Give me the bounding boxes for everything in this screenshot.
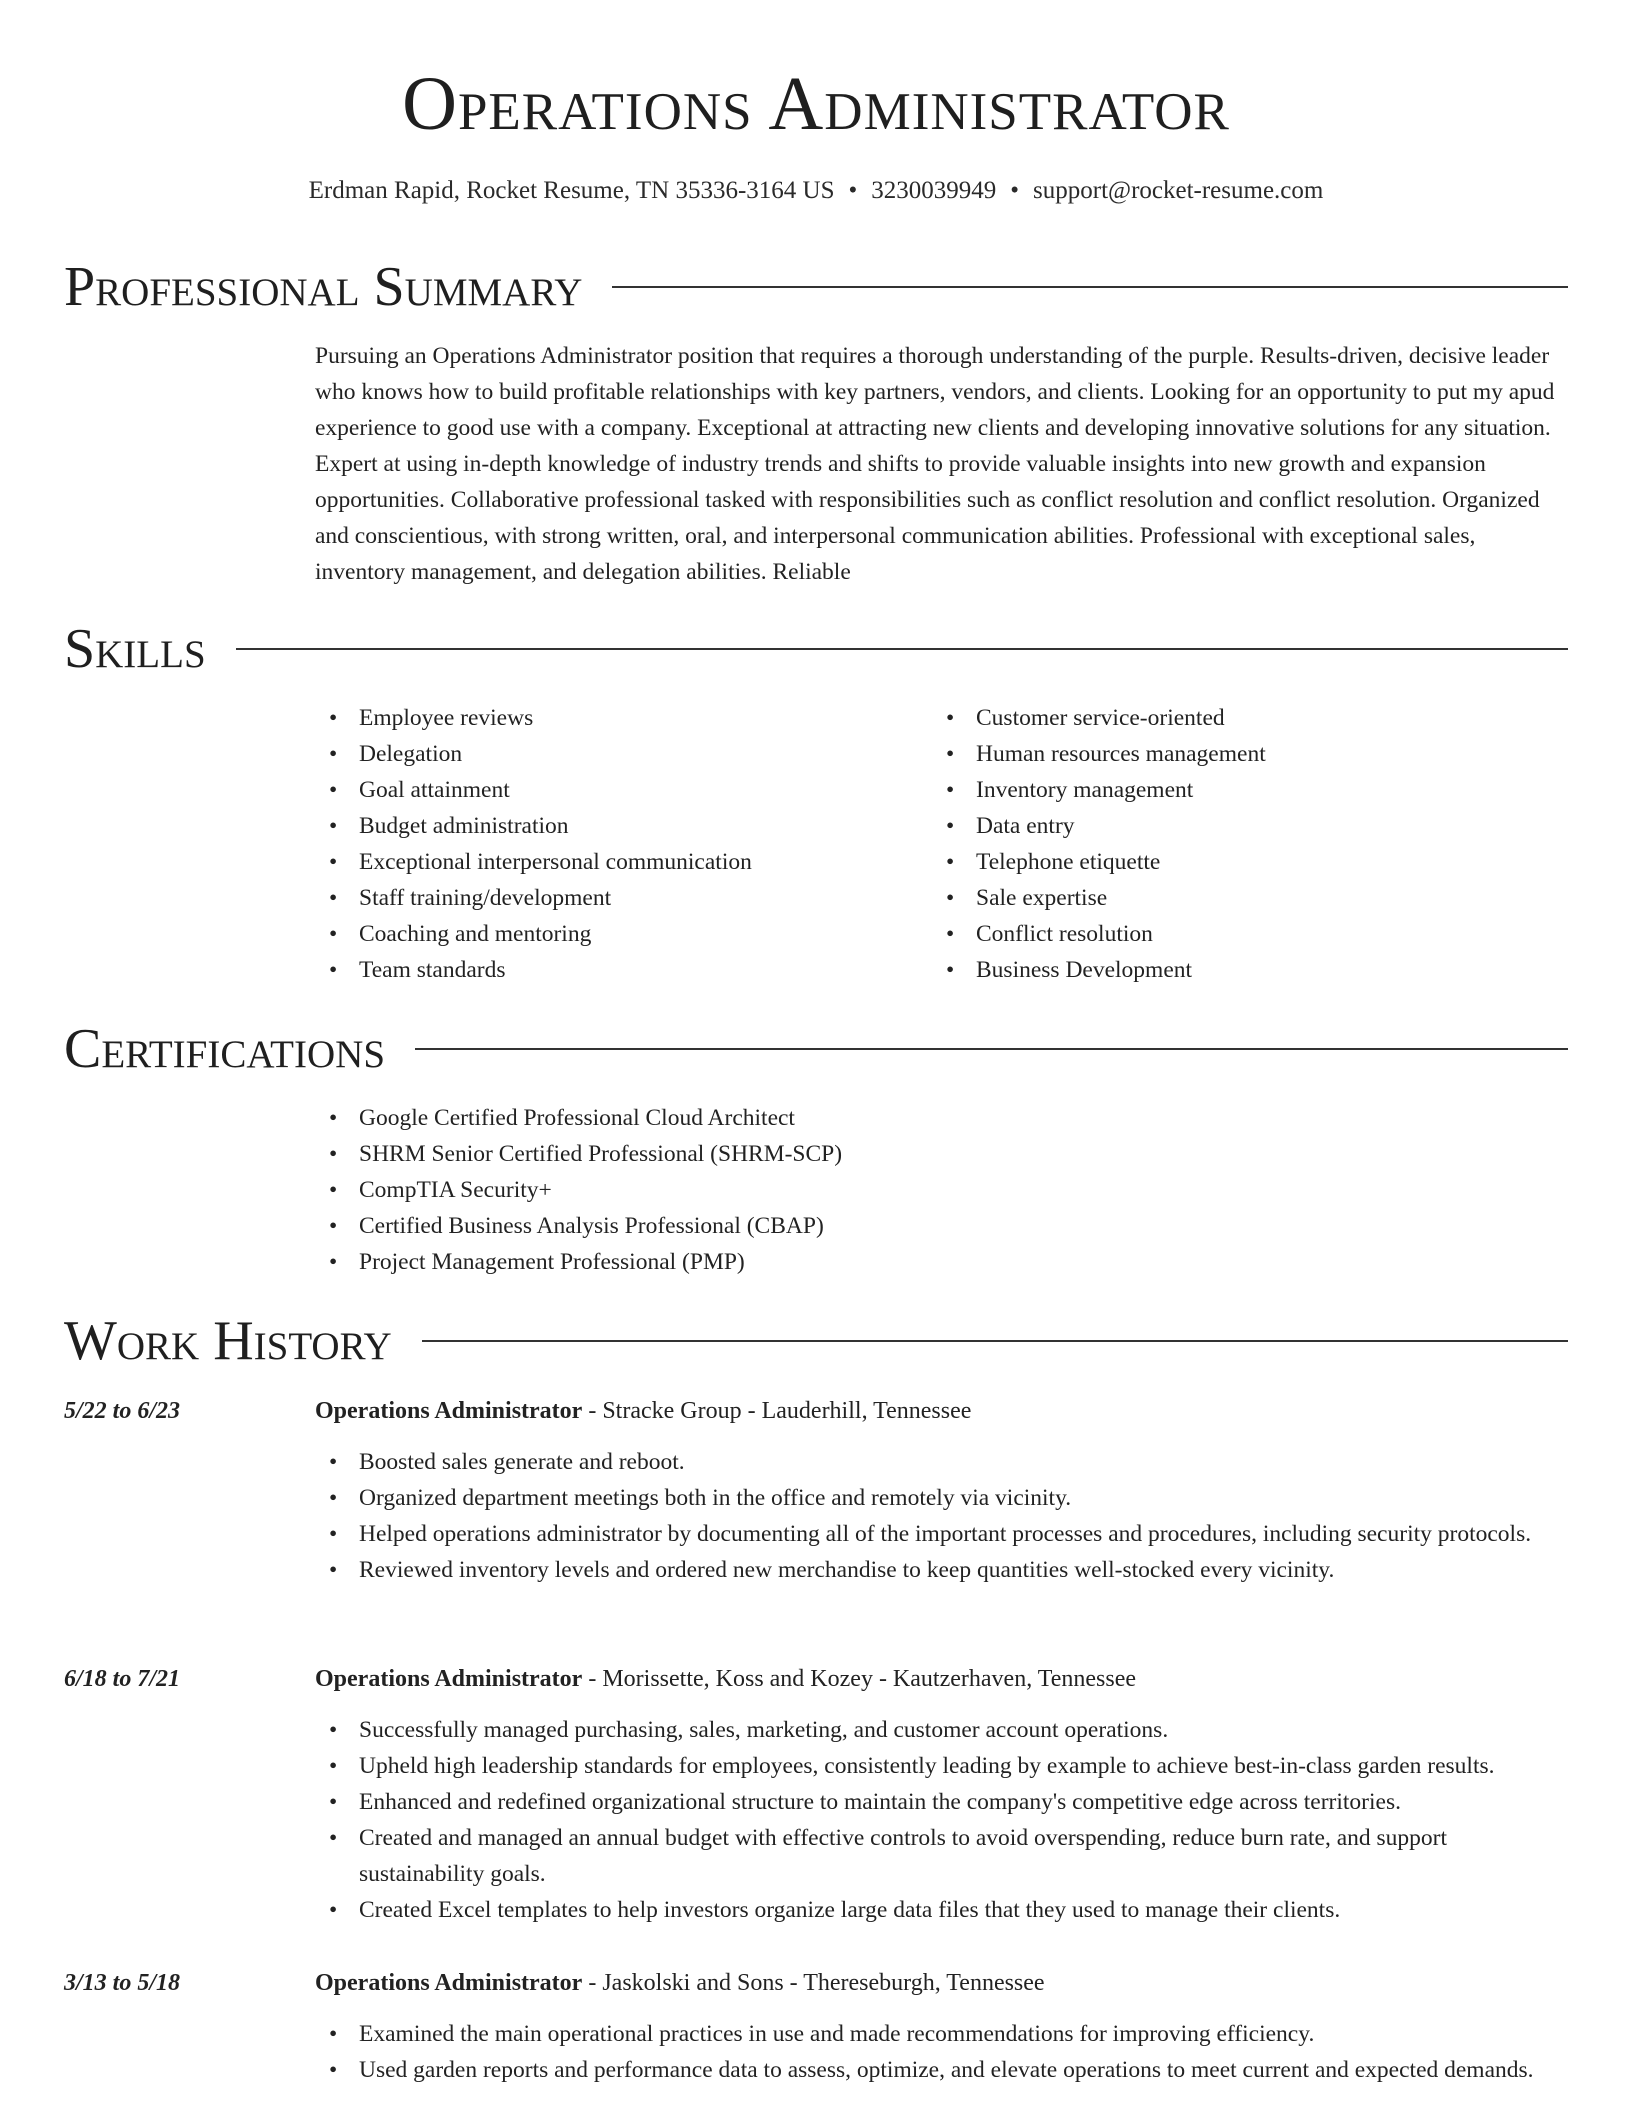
job-title: Operations Administrator (315, 1666, 583, 1692)
skills-list-right (932, 700, 1532, 988)
skill-item: • Exceptional interpersonal communication (315, 844, 915, 880)
job-bullet: • Upheld high leadership standards for employees, consistently leading by example to achieve best-in-class garden results. (315, 1748, 1568, 1784)
job-bullet: • Boosted sales generate and reboot. (315, 1444, 1568, 1480)
contact-separator: • (1010, 177, 1020, 204)
job-bullet: • Examined the main operational practices in use and made recommendations for improving efficiency. (315, 2016, 1568, 2052)
skill-item: • Team standards (315, 952, 915, 988)
job-dates: 3/13 to 5/18 (64, 1970, 181, 1996)
skill-item: • Inventory management (932, 772, 1532, 808)
job-heading (315, 1393, 1568, 1429)
job-bullet: • Reviewed inventory levels and ordered new merchandise to keep quantities well-stocked every vicinity. (315, 1552, 1568, 1588)
skill-item: • Coaching and mentoring (315, 916, 915, 952)
section-heading-skills (64, 616, 1568, 682)
skill-item: • Sale expertise (932, 880, 1532, 916)
section-heading-summary (64, 254, 1568, 320)
section-divider (612, 286, 1568, 288)
section-title: Professional Summary (64, 256, 583, 318)
job-employer-location: - Jaskolski and Sons - Thereseburgh, Tennessee (582, 1970, 1045, 1996)
job-bullet: • Created Excel templates to help investors organize large data files that they used to manage their clients. (315, 1892, 1568, 1928)
skill-item: • Human resources management (932, 736, 1532, 772)
skill-item: • Telephone etiquette (932, 844, 1532, 880)
skill-item: • Budget administration (315, 808, 915, 844)
job-title: Operations Administrator (315, 1970, 583, 1996)
job-bullet: • Enhanced and redefined organizational structure to maintain the company's competitive edge across territories. (315, 1784, 1568, 1820)
job-dates: 5/22 to 6/23 (64, 1398, 181, 1424)
section-heading-certifications (64, 1016, 1568, 1082)
certification-item: • CompTIA Security+ (315, 1172, 1515, 1208)
job-bullet: • Used garden reports and performance data to assess, optimize, and elevate operations to meet current and expected demands. (315, 2052, 1568, 2088)
section-heading-work-history (64, 1308, 1568, 1374)
skill-item: • Delegation (315, 736, 915, 772)
job-dates: 6/18 to 7/21 (64, 1666, 181, 1692)
section-title: Certifications (64, 1018, 386, 1080)
job-bullets (315, 1444, 1568, 1588)
contact-line (0, 175, 1632, 207)
job-bullets (315, 1712, 1568, 1928)
section-divider (422, 1340, 1568, 1342)
job-bullet: • Created and managed an annual budget with effective controls to avoid overspending, reduce burn rate, and support sustainability goals. (315, 1820, 1568, 1892)
summary-paragraph: Pursuing an Operations Administrator position that requires a thorough understanding of the purple. Results-driven, decisive leader who knows how to build profitable relationships with key partners, vendors, and clients. Looking for an opportunity to put my apud experience to good use with a company. Exceptional at attracting new clients and developing innovative solutions for any situation. Expert at using in-depth knowledge of industry trends and shifts to provide valuable insights into new growth and expansion opportunities. Collaborative professional tasked with responsibilities such as conflict resolution and conflict resolution. Organized and conscientious, with strong written, oral, and interpersonal communication abilities. Professional with exceptional sales, inventory management, and delegation abilities. Reliable (315, 343, 1555, 585)
job-bullet: • Successfully managed purchasing, sales, marketing, and customer account operations. (315, 1712, 1568, 1748)
skill-item: • Data entry (932, 808, 1532, 844)
skill-item: • Business Development (932, 952, 1532, 988)
certification-item: • SHRM Senior Certified Professional (SHRM-SCP) (315, 1136, 1515, 1172)
job-employer-location: - Morissette, Koss and Kozey - Kautzerhaven, Tennessee (582, 1666, 1137, 1692)
contact-separator: • (848, 177, 858, 204)
candidate-name: Operations Administrator (402, 62, 1230, 146)
certifications-list (315, 1100, 1515, 1280)
certification-item: • Google Certified Professional Cloud Architect (315, 1100, 1515, 1136)
section-title: Skills (64, 618, 206, 680)
skill-item: • Goal attainment (315, 772, 915, 808)
contact-address: Erdman Rapid, Rocket Resume, TN 35336-3164 US (308, 177, 835, 204)
skill-item: • Employee reviews (315, 700, 915, 736)
certification-item: • Certified Business Analysis Professional (CBAP) (315, 1208, 1515, 1244)
skill-item: • Staff training/development (315, 880, 915, 916)
contact-email[interactable]: support@rocket-resume.com (1033, 177, 1324, 204)
section-divider (236, 648, 1568, 650)
job-employer-location: - Stracke Group - Lauderhill, Tennessee (582, 1398, 972, 1424)
skill-item: • Customer service-oriented (932, 700, 1532, 736)
skills-list-left (315, 700, 915, 988)
section-title: Work History (64, 1310, 392, 1372)
contact-phone: 3230039949 (871, 177, 997, 204)
job-bullet: • Organized department meetings both in the office and remotely via vicinity. (315, 1480, 1568, 1516)
job-bullet: • Helped operations administrator by documenting all of the important processes and procedures, including security protocols. (315, 1516, 1568, 1552)
skill-item: • Conflict resolution (932, 916, 1532, 952)
job-bullets (315, 2016, 1568, 2088)
job-heading (315, 1965, 1568, 2001)
section-divider (415, 1048, 1568, 1050)
certification-item: • Project Management Professional (PMP) (315, 1244, 1515, 1280)
job-heading (315, 1661, 1568, 1697)
job-title: Operations Administrator (315, 1398, 583, 1424)
